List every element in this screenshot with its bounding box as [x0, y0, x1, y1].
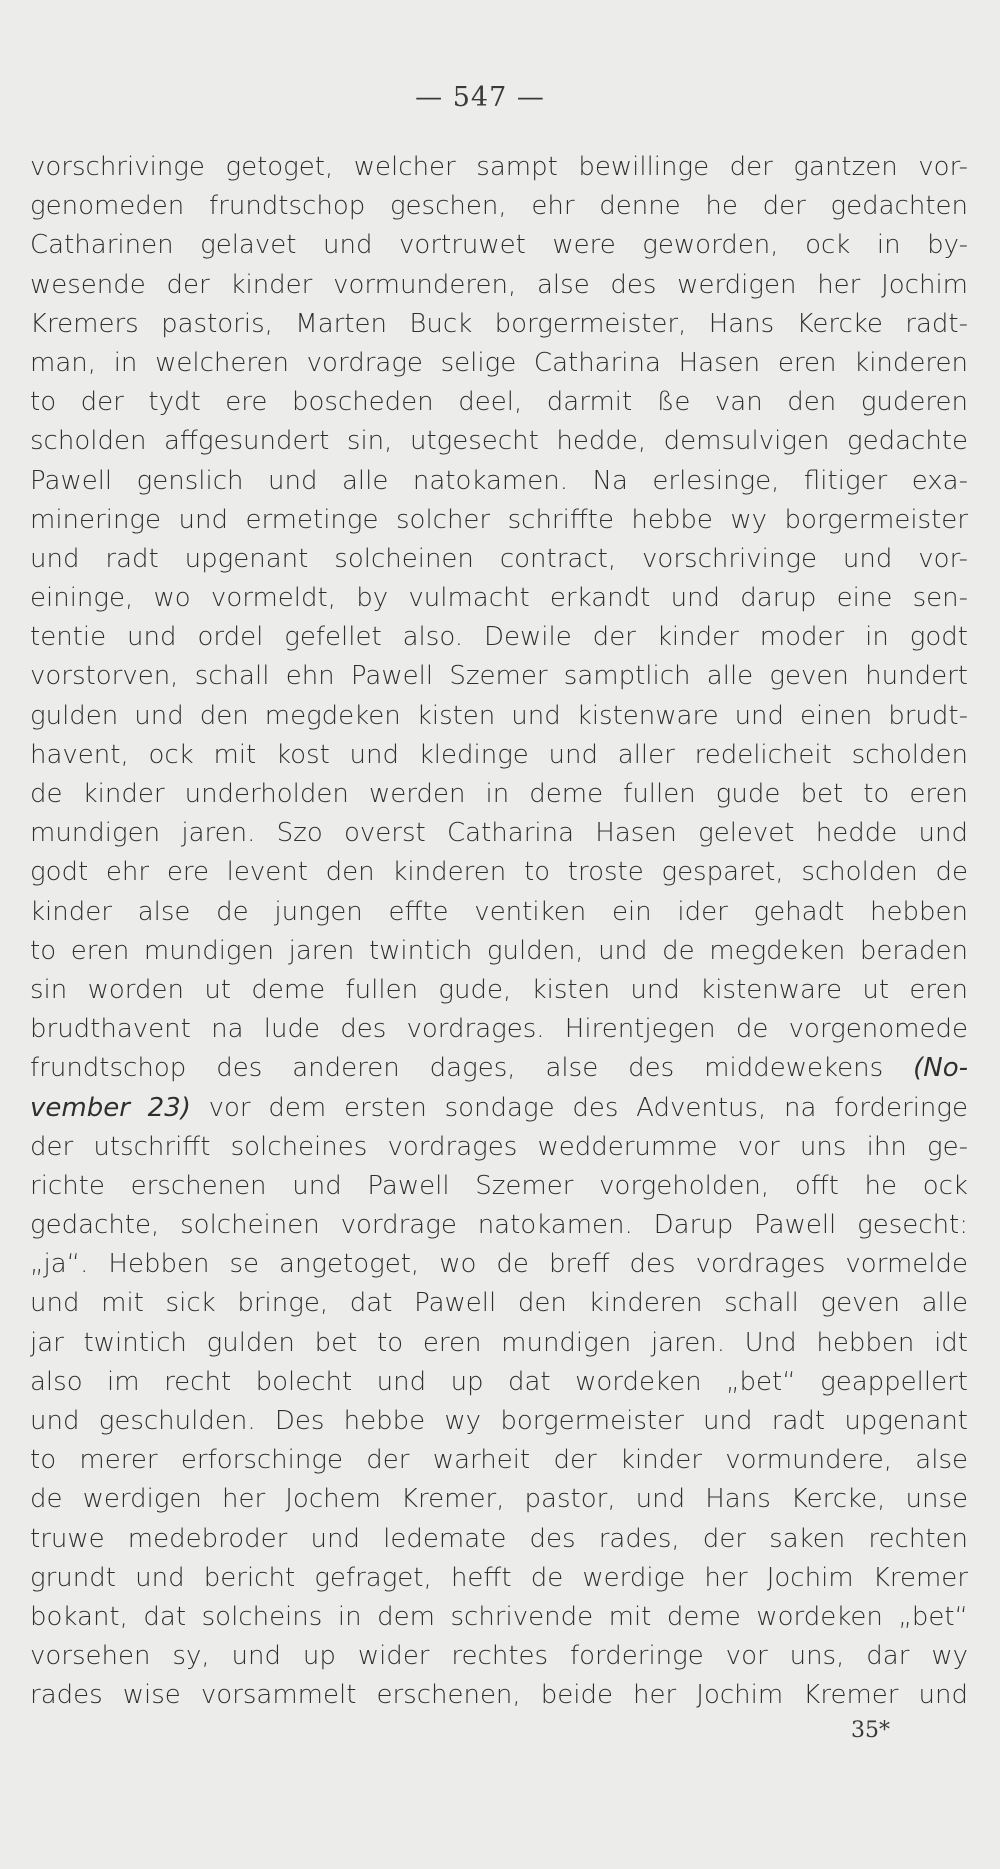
date-annotation-close: )	[180, 1092, 191, 1123]
text-line: Kremers pastoris, Marten Buck borgermeister, Hans Kercke radt-	[30, 308, 968, 339]
signature-mark: 35*	[851, 1718, 890, 1743]
body-text	[30, 148, 968, 1716]
text-line: grundt und bericht gefraget, hefft de werdige her Jochim Kremer	[30, 1562, 968, 1593]
text-line: „ja“. Hebben se angetoget, wo de breff des vordrages vormelde	[30, 1249, 968, 1280]
text-line: vorschrivinge getoget, welcher sampt bewillinge der gantzen vor-	[30, 152, 968, 182]
text-line: genomeden frundtschop geschen, ehr denne he der gedachten	[30, 191, 968, 222]
text-line: vorsehen sy, und up wider rechtes forderinge vor uns, dar wy	[30, 1641, 968, 1672]
text-line: to eren mundigen jaren twintich gulden, und de megdeken beraden	[30, 935, 968, 966]
text-line: also im recht bolecht und up dat wordeken „bet“ geappellert	[30, 1366, 968, 1397]
text-line: richte erschenen und Pawell Szemer vorgeholden, offt he ock	[30, 1170, 968, 1201]
text-line-rest: vor dem ersten sondage des Adventus, na forderinge	[190, 1092, 968, 1123]
text-line: mundigen jaren. Szo overst Catharina Hasen gelevet hedde und	[30, 818, 968, 849]
text-line: man, in welcheren vordrage selige Catharina Hasen eren kinderen	[30, 347, 968, 378]
text-line: tentie und ordel gefellet also. Dewile der kinder moder in godt	[30, 622, 968, 653]
date-annotation-open: (No-	[913, 1053, 968, 1084]
text-line: to der tydt ere boscheden deel, darmit ße van den guderen	[30, 387, 968, 418]
text-line: eininge, wo vormeldt, by vulmacht erkandt und darup eine sen-	[30, 583, 968, 614]
text-line: vorstorven, schall ehn Pawell Szemer samptlich alle geven hundert	[30, 661, 968, 692]
text-line: truwe medebroder und ledemate des rades, der saken rechten	[30, 1523, 968, 1554]
text-line: Pawell genslich und alle natokamen. Na erlesinge, flitiger exa-	[30, 465, 968, 496]
text-line: und mit sick bringe, dat Pawell den kinderen schall geven alle	[30, 1288, 968, 1319]
text-line: de werdigen her Jochem Kremer, pastor, und Hans Kercke, unse	[30, 1484, 968, 1515]
text-line: der utschrifft solcheines vordrages wedderumme vor uns ihn ge-	[30, 1131, 968, 1162]
text-line: gedachte, solcheinen vordrage natokamen. Darup Pawell gesecht:	[30, 1210, 968, 1241]
text-line: wesende der kinder vormunderen, alse des werdigen her Jochim	[30, 269, 968, 300]
text-line-start: frundtschop des anderen dages, alse des middewekens	[30, 1053, 884, 1084]
text-line: sin worden ut deme fullen gude, kisten und kistenware ut eren	[30, 974, 968, 1005]
page-number: — 547 —	[415, 82, 545, 113]
text-line: de kinder underholden werden in deme fullen gude bet to eren	[30, 779, 968, 809]
text-line: und geschulden. Des hebbe wy borgermeister und radt upgenant	[30, 1406, 968, 1436]
text-line: rades wise vorsammelt erschenen, beide her Jochim Kremer und	[30, 1680, 968, 1711]
text-line: godt ehr ere levent den kinderen to troste gesparet, scholden de	[30, 857, 968, 888]
text-line-with-date	[30, 1089, 968, 1128]
text-line: bokant, dat solcheins in dem schrivende mit deme wordeken „bet“	[30, 1601, 968, 1632]
text-line: jar twintich gulden bet to eren mundigen jaren. Und hebben idt	[30, 1327, 968, 1358]
text-line: brudthavent na lude des vordrages. Hirentjegen de vorgenomede	[30, 1014, 968, 1045]
text-line: mineringe und ermetinge solcher schriffte hebbe wy borgermeister	[30, 504, 968, 535]
text-line-with-date	[30, 1049, 968, 1088]
text-line: havent, ock mit kost und kledinge und aller redelicheit scholden	[30, 739, 968, 770]
date-annotation: vember 23	[30, 1092, 181, 1123]
text-line: gulden und den megdeken kisten und kistenware und einen brudt-	[30, 700, 968, 731]
text-line: Catharinen gelavet und vortruwet were geworden, ock in by-	[30, 230, 968, 261]
text-line: scholden affgesundert sin, utgesecht hedde, demsulvigen gedachte	[30, 426, 968, 457]
text-line: und radt upgenant solcheinen contract, vorschrivinge und vor-	[30, 543, 968, 574]
text-line: to merer erforschinge der warheit der kinder vormundere, alse	[30, 1445, 968, 1476]
text-line: kinder alse de jungen effte ventiken ein ider gehadt hebben	[30, 896, 968, 927]
